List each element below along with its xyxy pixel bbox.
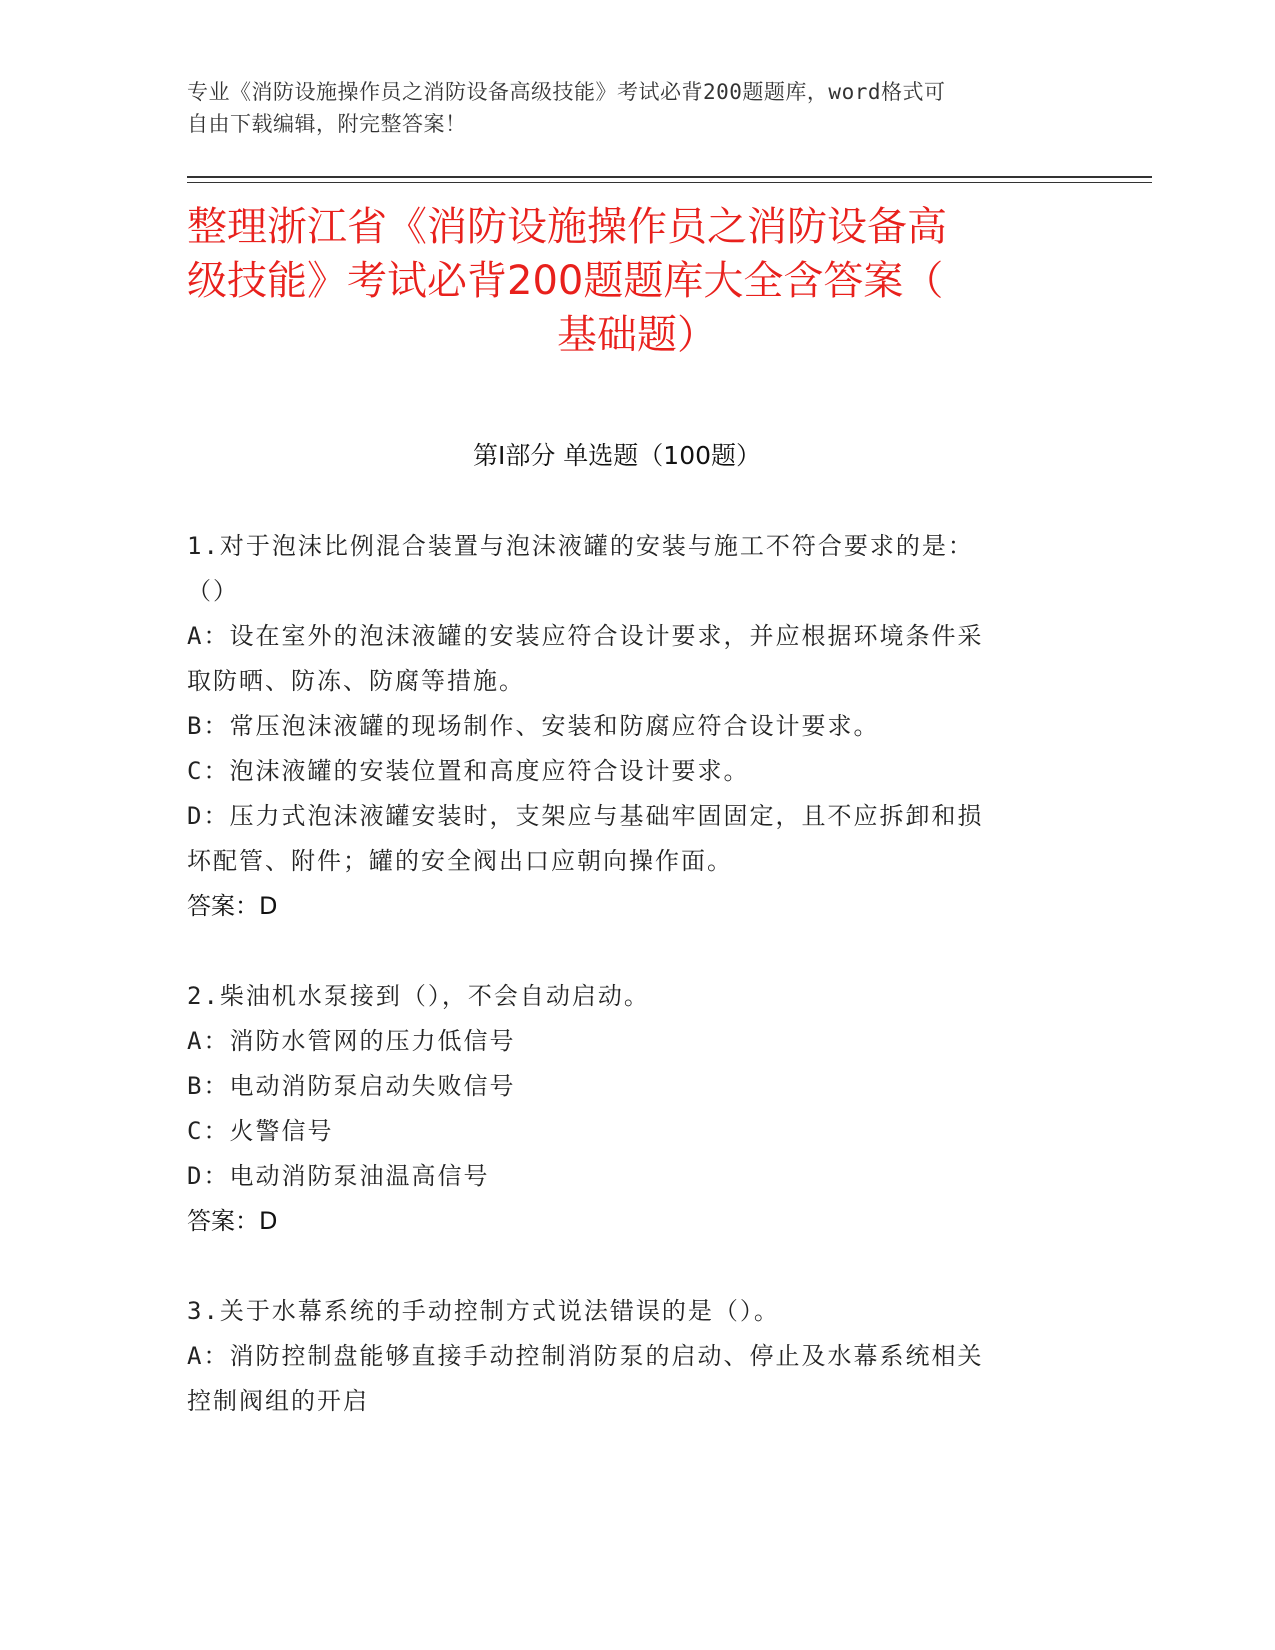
- question-3-option-a: A：消防控制盘能够直接手动控制消防泵的启动、停止及水幕系统相关: [187, 1342, 984, 1370]
- question-3-option-a-cont: 控制阀组的开启: [187, 1387, 369, 1415]
- section-title: 第Ⅰ部分 单选题（100题）: [472, 441, 762, 470]
- question-2-option-c: C：火警信号: [187, 1117, 334, 1145]
- question-1: [187, 524, 1067, 929]
- question-1-option-a: A：设在室外的泡沫液罐的安装应符合设计要求，并应根据环境条件采: [187, 622, 984, 650]
- question-1-stem: 1.对于泡沫比例混合装置与泡沫液罐的安装与施工不符合要求的是：: [187, 532, 974, 560]
- question-1-answer: 答案：D: [187, 892, 278, 920]
- question-1-option-b: B：常压泡沫液罐的现场制作、安装和防腐应符合设计要求。: [187, 712, 880, 740]
- question-list: [187, 524, 1067, 1424]
- question-2-stem: 2.柴油机水泵接到（），不会自动启动。: [187, 982, 650, 1010]
- question-1-option-d-cont: 坏配管、附件；罐的安全阀出口应朝向操作面。: [187, 847, 733, 875]
- document-title: [187, 200, 1087, 362]
- header-note-line-1: 专业《消防设施操作员之消防设备高级技能》考试必背200题题库，word格式可: [187, 80, 946, 104]
- title-line-2: 级技能》考试必背200题题库大全含答案（: [187, 258, 944, 304]
- question-1-option-a-cont: 取防晒、防冻、防腐等措施。: [187, 667, 525, 695]
- question-1-stem-cont: （）: [187, 577, 239, 605]
- question-2: [187, 974, 1067, 1244]
- header-note: [187, 76, 1067, 140]
- question-3: [187, 1289, 1067, 1424]
- question-1-option-d: D：压力式泡沫液罐安装时，支架应与基础牢固固定，且不应拆卸和损: [187, 802, 984, 830]
- title-line-3: 基础题）: [557, 312, 717, 358]
- question-2-option-a: A：消防水管网的压力低信号: [187, 1027, 516, 1055]
- header-note-line-2: 自由下载编辑，附完整答案！: [187, 112, 467, 136]
- question-2-option-b: B：电动消防泵启动失败信号: [187, 1072, 516, 1100]
- header-divider-thick: [187, 176, 1152, 178]
- question-2-answer: 答案：D: [187, 1207, 278, 1235]
- title-line-1: 整理浙江省《消防设施操作员之消防设备高: [187, 204, 947, 250]
- question-2-option-d: D：电动消防泵油温高信号: [187, 1162, 490, 1190]
- question-3-stem: 3.关于水幕系统的手动控制方式说法错误的是（）。: [187, 1297, 780, 1325]
- header-divider-thin: [187, 182, 1152, 183]
- question-1-option-c: C：泡沫液罐的安装位置和高度应符合设计要求。: [187, 757, 750, 785]
